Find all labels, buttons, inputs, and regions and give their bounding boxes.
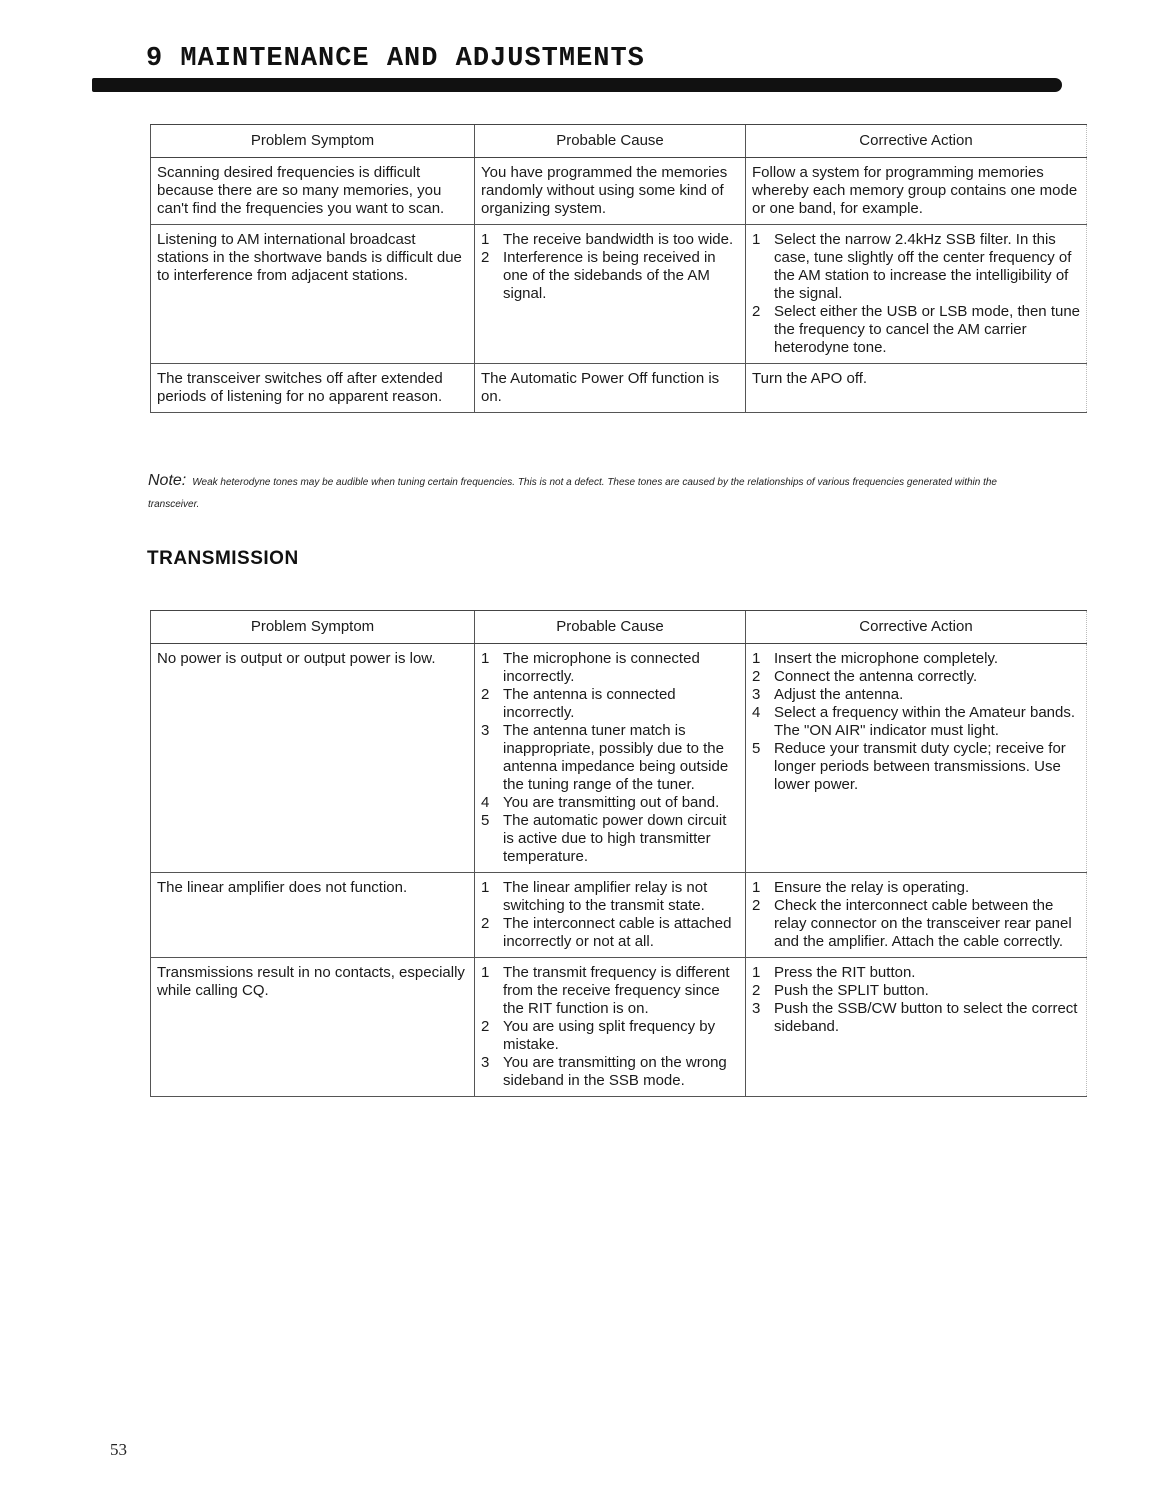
action-cell bbox=[746, 644, 1087, 873]
table-header-row bbox=[151, 125, 1087, 158]
action-cell bbox=[746, 873, 1087, 958]
list-item: 2 You are using split frequency by mistake. bbox=[481, 1018, 716, 1053]
table-row bbox=[151, 158, 1087, 225]
action-cell: Turn the APO off. bbox=[746, 364, 1087, 413]
list-item: 3 You are transmitting on the wrong sideband in the SSB mode. bbox=[481, 1054, 727, 1089]
table-row bbox=[151, 225, 1087, 364]
list-item: 1 The microphone is connected incorrectly. bbox=[481, 650, 700, 685]
column-header-cause: Probable Cause bbox=[475, 125, 746, 158]
list-item: 5 Reduce your transmit duty cycle; receive for longer periods between transmissions. Use lower power. bbox=[752, 740, 1066, 793]
symptom-cell: The linear amplifier does not function. bbox=[151, 873, 475, 958]
cause-cell bbox=[475, 644, 746, 873]
symptom-cell: Listening to AM international broadcast stations in the shortwave bands is difficult due to interference from adjacent stations. bbox=[151, 225, 475, 364]
list-item: 3 Adjust the antenna. bbox=[752, 686, 904, 703]
cause-cell: The Automatic Power Off function is on. bbox=[475, 364, 746, 413]
action-cell bbox=[746, 225, 1087, 364]
note-text: Weak heterodyne tones may be audible when tuning certain frequencies. This is not a defect. These tones are caused by the relationships of various frequencies generated within the transceiver. bbox=[148, 477, 997, 510]
page-number: 53 bbox=[110, 1440, 127, 1459]
list-item: 1 The linear amplifier relay is not switching to the transmit state. bbox=[481, 879, 708, 914]
symptom-cell: Scanning desired frequencies is difficult because there are so many memories, you can't find the frequencies you want to scan. bbox=[151, 158, 475, 225]
list-item: 1 The receive bandwidth is too wide. bbox=[481, 231, 734, 248]
table-header-row bbox=[151, 611, 1087, 644]
cause-cell bbox=[475, 873, 746, 958]
table-row bbox=[151, 873, 1087, 958]
list-item: 2 The interconnect cable is attached incorrectly or not at all. bbox=[481, 915, 732, 950]
note bbox=[148, 470, 1048, 516]
table-row bbox=[151, 364, 1087, 413]
column-header-cause: Probable Cause bbox=[475, 611, 746, 644]
action-cell bbox=[746, 958, 1087, 1097]
list-item: 5 The automatic power down circuit is active due to high transmitter temperature. bbox=[481, 812, 727, 865]
list-item: 2 Check the interconnect cable between the relay connector on the transceiver rear panel and the amplifier. Attach the cable correctly. bbox=[752, 897, 1072, 950]
list-item: 2 Select either the USB or LSB mode, then tune the frequency to cancel the AM carrier heterodyne tone. bbox=[752, 303, 1081, 356]
list-item: 3 Push the SSB/CW button to select the correct sideband. bbox=[752, 1000, 1078, 1035]
list-item: 1 Select the narrow 2.4kHz SSB filter. In this case, tune slightly off the center frequency of the AM station to increase the intelligibility of the signal. bbox=[752, 231, 1072, 302]
column-header-action: Corrective Action bbox=[746, 125, 1087, 158]
column-header-action: Corrective Action bbox=[746, 611, 1087, 644]
list-item: 2 Connect the antenna correctly. bbox=[752, 668, 978, 685]
list-item: 3 The antenna tuner match is inappropriate, possibly due to the antenna impedance being outside the tuning range of the tuner. bbox=[481, 722, 729, 793]
cause-cell bbox=[475, 958, 746, 1097]
transmission-troubleshooting-table bbox=[150, 610, 1087, 1097]
note-label: Note: bbox=[148, 472, 187, 489]
symptom-cell: The transceiver switches off after extended periods of listening for no apparent reason. bbox=[151, 364, 475, 413]
list-item: 2 Interference is being received in one of the sidebands of the AM signal. bbox=[481, 249, 716, 302]
section-heading-transmission: TRANSMISSION bbox=[147, 548, 299, 569]
list-item: 1 Insert the microphone completely. bbox=[752, 650, 998, 667]
title-rule-bar bbox=[92, 78, 1062, 92]
action-cell: Follow a system for programming memories whereby each memory group contains one mode or one band, for example. bbox=[746, 158, 1087, 225]
list-item: 1 The transmit frequency is different from the receive frequency since the RIT function is on. bbox=[481, 964, 730, 1017]
symptom-cell: Transmissions result in no contacts, especially while calling CQ. bbox=[151, 958, 475, 1097]
table-row bbox=[151, 958, 1087, 1097]
list-item: 2 Push the SPLIT button. bbox=[752, 982, 929, 999]
table-row bbox=[151, 644, 1087, 873]
list-item: 2 The antenna is connected incorrectly. bbox=[481, 686, 676, 721]
list-item: 4 Select a frequency within the Amateur bands. The "ON AIR" indicator must light. bbox=[752, 704, 1076, 739]
page-title: 9 MAINTENANCE AND ADJUSTMENTS bbox=[146, 44, 645, 74]
list-item: 1 Press the RIT button. bbox=[752, 964, 916, 981]
symptom-cell: No power is output or output power is low. bbox=[151, 644, 475, 873]
reception-troubleshooting-table bbox=[150, 124, 1087, 413]
column-header-symptom: Problem Symptom bbox=[151, 611, 475, 644]
cause-cell bbox=[475, 225, 746, 364]
list-item: 4 You are transmitting out of band. bbox=[481, 794, 720, 811]
column-header-symptom: Problem Symptom bbox=[151, 125, 475, 158]
list-item: 1 Ensure the relay is operating. bbox=[752, 879, 970, 896]
cause-cell: You have programmed the memories randomly without using some kind of organizing system. bbox=[475, 158, 746, 225]
